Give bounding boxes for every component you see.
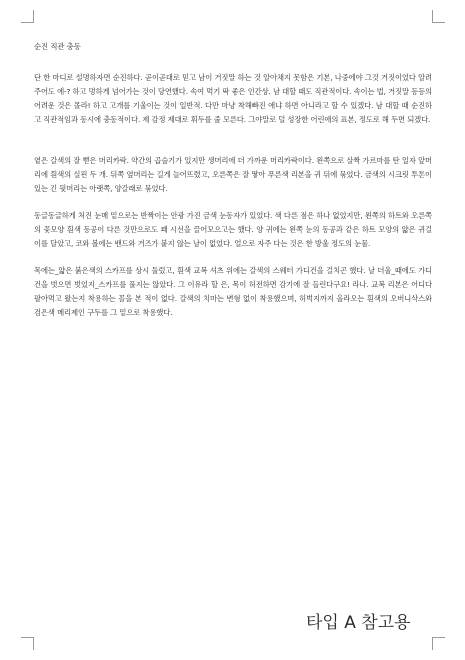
paragraph-outfit: 목에는_얇은 붉은색의 스카프를 상시 둘렀고, 흰색 교복 셔츠 위에는 갈색의 스웨터 가디건을 걸치곤 했다. 날 더울_때에도 가디건을 벗으면 벗었지_스카프를 풀지는 않았다. 그 이유라 할 은, 목이 허전하면 감기에 잘 들린다구요! 라나. 교복 리본은 어디다 팔아먹고 왔는지 착용하는 꼴을 본 적이 없다. 갈색의 치마는 변형 없이 착용했으며, 허벅지까지 올라오는 흰색의 오버니삭스와 검은색 메리제인 구두를 그 밑으로 착용했다. [34,266,432,317]
paragraph-personality: 단 한 마디로 설명하자면 순진하다. 곧이곧대로 믿고 남이 거짓말 하는 것 알아채지 못함은 기본, 나중에야 그것 거짓이었다 알려주어도 에-? 하고 멍하게 넘어가는 것이 당연했다. 속여 먹기 딱 좋은 인간상. 남 대할 때도 직관적이다. 속이는 법, 거짓말 등등의 어려운 것은 몰라! 하고 고개를 기울이는 것이 일반적. 다만 마냥 착해빠진 애냐 하면 아니라고 할 수 있겠다. 남 대할 때 순진하고 직관적임과 동시에 충동적이다. 제 감정 제대로 휘두를 줄 모른다. 그야말로 덜 성장한 어린애의 표본, 정도로 해 두면 되겠다. [34,73,432,124]
crop-mark-top-left [21,10,34,23]
paragraph-hair: 옅은 갈색의 잘 뻗은 머리카락. 약간의 곱슬기가 있지만 생머리에 더 가까운 머리카락이다. 왼쪽으로 살짝 가르마를 탄 일자 앞머리에 흰색의 실핀 두 개. 뒤쪽 옆머리는 길게 늘어뜨렸고, 오른쪽은 잘 땋아 푸른색 리본을 귀 뒤에 묶었다. 금색의 시크릿 투톤이 있는 긴 뒷머리는 아랫쪽, 양갈래로 묶었다. [34,156,432,193]
document-body [34,40,432,320]
paragraph-eyes: 동글동글하게 처진 눈매 밑으로는 반짝이는 안광 가진 금색 눈동자가 있었다. 색 다른 점은 하나 없었지만, 왼쪽의 하트와 오른쪽의 꽃모양 흰색 동공이 다른 것만으로도 꽤 시선을 끌어모으고는 했다. 양 귀에는 왼쪽 눈의 동공과 같은 하트 모양의 얇은 귀걸이를 달았고, 코와 볼에는 밴드와 거즈가 붙지 않는 날이 없었다. 얼으로 자주 다는 것은 한 방울 정도의 눈물. [34,211,432,248]
footer-label: 타입 A 참고용 [306,613,411,633]
crop-mark-top-right [432,10,445,23]
document-title: 순진 직관 충동 [34,42,81,51]
crop-mark-bottom-left [21,637,34,650]
crop-mark-bottom-right [432,637,445,650]
